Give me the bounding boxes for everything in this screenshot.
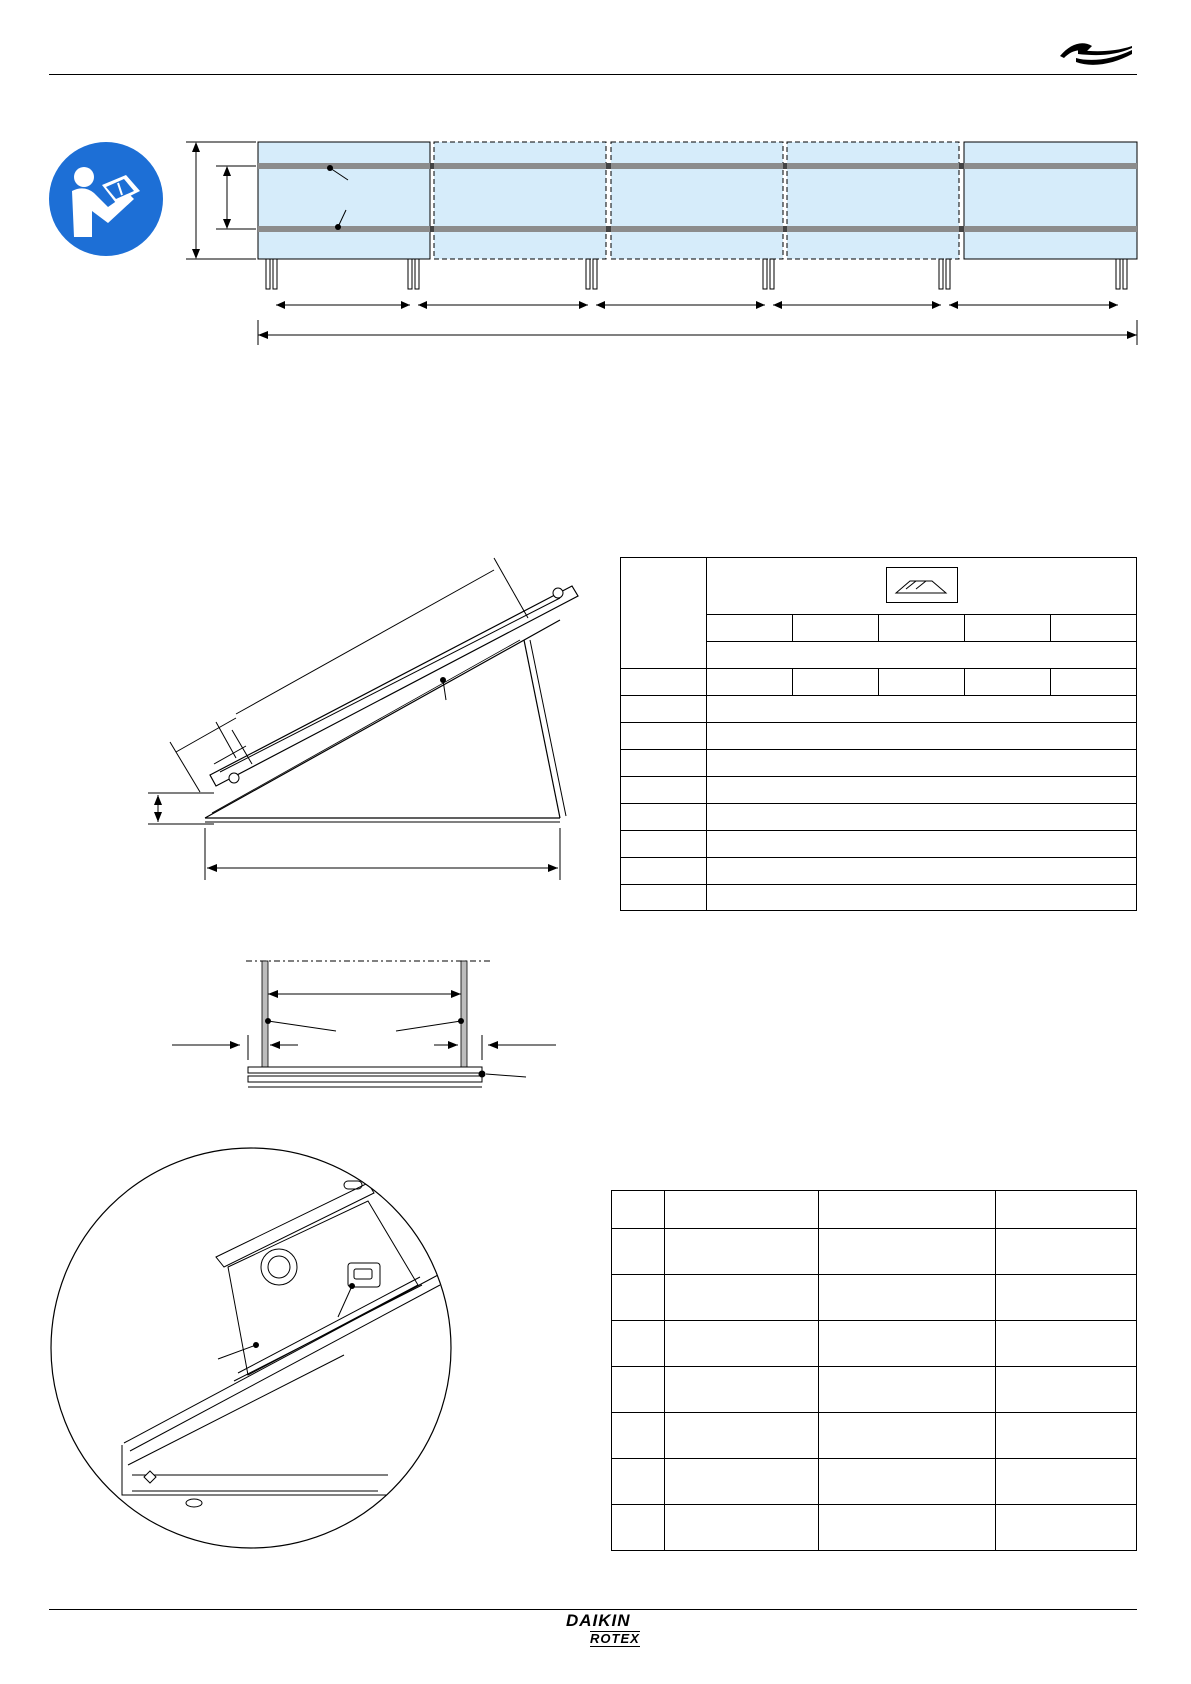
parts-header-cell xyxy=(665,1191,819,1229)
collector-panel-optional xyxy=(611,142,783,259)
collector-icon xyxy=(886,567,958,603)
mounting-rail-upper xyxy=(258,163,1137,169)
parts-cell xyxy=(665,1229,819,1275)
parts-cell xyxy=(996,1367,1137,1413)
spec-table-corner-cell xyxy=(621,558,707,669)
parts-cell xyxy=(665,1275,819,1321)
parts-cell xyxy=(996,1413,1137,1459)
parts-cell xyxy=(819,1367,996,1413)
parts-cell xyxy=(819,1459,996,1505)
mounting-detail-magnified xyxy=(48,1145,454,1551)
spec-model-cell xyxy=(707,615,793,642)
parts-cell xyxy=(665,1505,819,1551)
parts-cell xyxy=(996,1229,1137,1275)
brand-rotex: ROTEX xyxy=(590,1631,640,1646)
spec-row-label xyxy=(621,723,707,750)
parts-cell xyxy=(612,1321,665,1367)
parts-header-cell xyxy=(612,1191,665,1229)
footer-rule xyxy=(49,1609,1137,1610)
parts-cell xyxy=(819,1321,996,1367)
parts-cell xyxy=(612,1505,665,1551)
parts-cell xyxy=(819,1505,996,1551)
collector-array-top-view xyxy=(0,0,1191,360)
parts-cell xyxy=(996,1505,1137,1551)
collector-panel-optional xyxy=(434,142,606,259)
spec-row-label xyxy=(621,885,707,911)
spec-cell xyxy=(707,804,1137,831)
collector-panel-optional xyxy=(787,142,959,259)
parts-cell xyxy=(665,1459,819,1505)
spec-cell xyxy=(707,723,1137,750)
parts-cell xyxy=(612,1459,665,1505)
mounting-rail-lower xyxy=(258,226,1137,232)
frame-side-view xyxy=(0,540,600,900)
spec-cell xyxy=(707,696,1137,723)
parts-table xyxy=(611,1190,1137,1551)
parts-header-cell xyxy=(996,1191,1137,1229)
spec-cell xyxy=(965,669,1051,696)
parts-cell xyxy=(996,1459,1137,1505)
parts-cell xyxy=(996,1275,1137,1321)
parts-cell xyxy=(612,1275,665,1321)
parts-cell xyxy=(996,1321,1137,1367)
parts-cell xyxy=(819,1413,996,1459)
spec-row-label xyxy=(621,858,707,885)
brand-daikin: DAIKIN xyxy=(566,1611,631,1630)
spec-row-label xyxy=(621,831,707,858)
collector-panel xyxy=(964,142,1137,259)
spec-subheader-cell xyxy=(707,642,1137,669)
spec-model-cell xyxy=(965,615,1051,642)
parts-cell xyxy=(819,1275,996,1321)
spec-cell xyxy=(879,669,965,696)
spec-cell xyxy=(1051,669,1137,696)
spec-row-label xyxy=(621,669,707,696)
spec-cell xyxy=(707,885,1137,911)
parts-cell xyxy=(665,1321,819,1367)
spec-row-label xyxy=(621,750,707,777)
spec-table-header-cell xyxy=(707,558,1137,615)
spec-model-cell xyxy=(1051,615,1137,642)
spec-cell xyxy=(707,858,1137,885)
spec-cell xyxy=(707,831,1137,858)
parts-cell xyxy=(612,1413,665,1459)
spec-cell xyxy=(707,777,1137,804)
spec-cell xyxy=(707,669,793,696)
spec-table xyxy=(620,557,1137,911)
spec-row-label xyxy=(621,696,707,723)
spec-row-label xyxy=(621,804,707,831)
spec-model-cell xyxy=(793,615,879,642)
spec-row-label xyxy=(621,777,707,804)
spec-cell xyxy=(707,750,1137,777)
parts-cell xyxy=(665,1413,819,1459)
collector-panel xyxy=(258,142,430,259)
rail-spacing-detail xyxy=(0,950,600,1090)
spec-model-cell xyxy=(879,615,965,642)
parts-cell xyxy=(665,1367,819,1413)
parts-cell xyxy=(612,1367,665,1413)
parts-cell xyxy=(612,1229,665,1275)
spec-cell xyxy=(793,669,879,696)
parts-cell xyxy=(819,1229,996,1275)
parts-header-cell xyxy=(819,1191,996,1229)
